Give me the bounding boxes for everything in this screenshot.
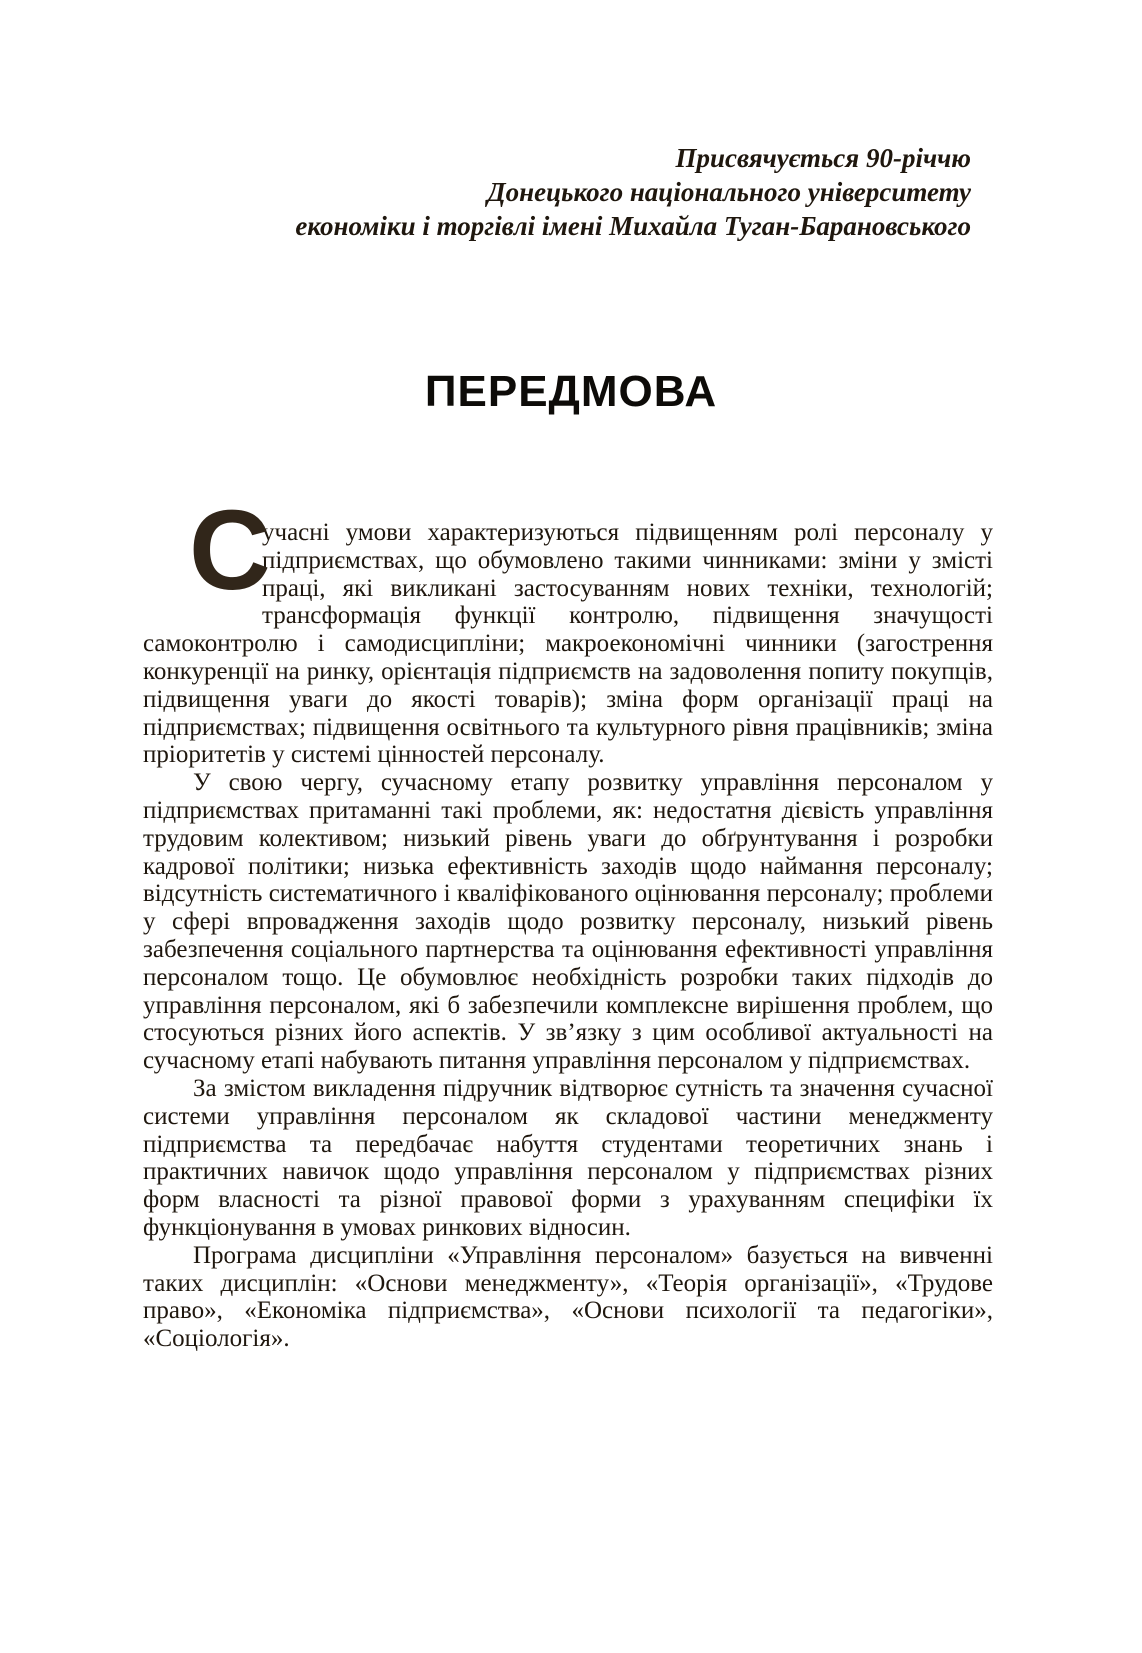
paragraph xyxy=(143,487,993,769)
page-title: ПЕРЕДМОВА xyxy=(424,367,718,416)
dedication-line: Донецького національного університету xyxy=(487,177,971,207)
paragraph: У свою чергу, сучасному етапу розвитку управління персоналом у підприємствах притаманні такі проблеми, як: недостатня дієвість управління трудовим колективом; низький рівень уваги до обґрунтування і розробки кадрової політики; низька ефективність заходів щодо наймання персоналу; відсутність систематичного і кваліфікованого оцінювання персоналу; проблеми у сфері впровадження заходів щодо розвитку персоналу, низький рівень забезпечення соціального партнерства та оцінювання ефективності управління персоналом тощо. Це обумовлює необхідність розробки таких підходів до управління персоналом, які б забезпечили комплексне вирішення проблем, що стосуються різних його аспектів. У зв’язку з цим особливої актуальності на сучасному етапі набувають питання управління персоналом у підприємствах. xyxy=(143,769,993,1075)
drop-cap xyxy=(143,487,271,613)
preface-body xyxy=(143,487,993,1353)
drop-cap-letter: С xyxy=(189,487,271,613)
paragraph: Програма дисципліни «Управління персоналом» базується на вивченні таких дисциплін: «Основи менеджменту», «Теорія організації», «Трудове право», «Економіка підприємства», «Основи психології та педагогіки», «Соціологія». xyxy=(143,1241,993,1353)
paragraph-text: учасні умови характеризуються підвищенням ролі персоналу у підприємствах, що обумовлено такими чинниками: зміни у змісті праці, які викликані застосуванням нових техніки, технологій; трансформація функції контролю, підвищення значущості самоконтролю і самодисципліни; макроекономічні чинники (загострення конкуренції на ринку, орієнтація підприємств на задоволення попиту покупців, підвищення уваги до якості товарів); зміна форм організації праці на підприємствах; підвищення освітнього та культурного рівня працівників; зміна пріоритетів у системі цінностей персоналу. xyxy=(143,519,993,769)
dedication-line: Присвячується 90-річчю xyxy=(675,143,971,173)
paragraph: За змістом викладення підручник відтворює сутність та значення сучасної системи управління персоналом як складової частини менеджменту підприємства та передбачає набуття студентами теоретичних знань і практичних навичок щодо управління персоналом у підприємствах різних форм власності та різної правової форми з урахуванням специфіки їх функціонування в умовах ринкових відносин. xyxy=(143,1074,993,1241)
dedication xyxy=(143,141,993,243)
dedication-line: економіки і торгівлі імені Михайла Туган-Барановського xyxy=(295,211,971,241)
